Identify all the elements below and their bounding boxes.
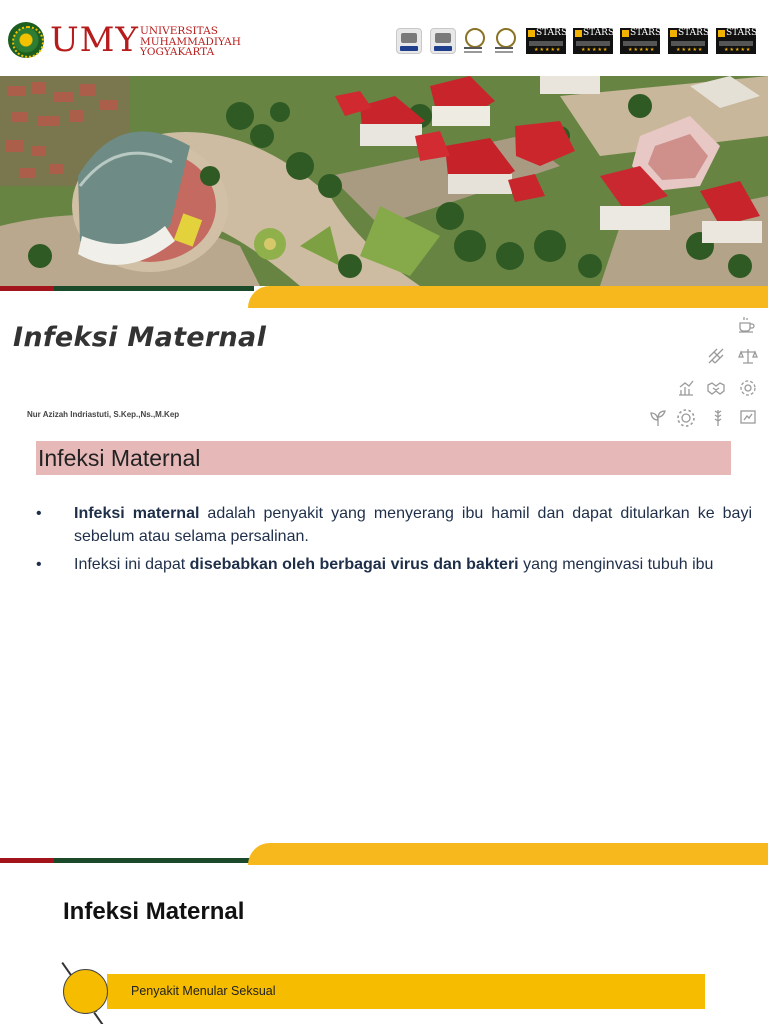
bullet-marker: • xyxy=(36,556,42,573)
logo-line: MUHAMMADIYAH xyxy=(140,35,241,48)
decorative-stripe-bar xyxy=(0,286,768,308)
plant-icon xyxy=(648,408,668,428)
logo-wordmark: UMY xyxy=(50,20,139,60)
bold-term: disebabkan oleh berbagai virus dan bakteri xyxy=(189,556,519,573)
cogs-icon xyxy=(676,408,696,428)
bullet-text: adalah penyakit yang menyerang ibu hamil dan dapat ditularkan ke bayi sebelum atau selama persalinan. xyxy=(74,505,752,545)
stars-rating-badge xyxy=(620,28,660,54)
stars-label: STARS xyxy=(678,28,710,38)
umy-seal-logo xyxy=(8,22,44,58)
wheat-icon xyxy=(708,408,728,428)
stars-rating: ★★★★★ xyxy=(628,47,656,53)
dna-icon xyxy=(706,346,726,366)
presentation-icon xyxy=(738,408,758,428)
bullet-marker: • xyxy=(36,505,42,522)
connector-line xyxy=(94,1012,118,1024)
chart-icon xyxy=(676,378,696,398)
stars-rating: ★★★★★ xyxy=(534,47,562,53)
logo-university-name xyxy=(140,26,241,58)
stars-label: STARS xyxy=(583,28,615,38)
section-header-band xyxy=(36,441,731,475)
slide-title: Infeksi Maternal xyxy=(63,898,245,925)
stars-label: STARS xyxy=(630,28,662,38)
stars-rating: ★★★★★ xyxy=(676,47,704,53)
topic-diagram xyxy=(55,960,715,1024)
bullet-text: yang menginvasi tubuh ibu xyxy=(518,556,714,573)
topic-bar xyxy=(107,974,705,1009)
decorative-stripe-bar xyxy=(0,843,768,865)
coffee-icon xyxy=(736,314,756,334)
list-item xyxy=(36,502,752,548)
topic-circle-marker xyxy=(63,969,108,1014)
stars-rating-badge xyxy=(526,28,566,54)
section-title: Infeksi Maternal xyxy=(38,445,201,471)
author-name: Nur Azizah Indriastuti, S.Kep.,Ns.,M.Kep xyxy=(27,410,180,419)
decorative-icon-grid xyxy=(640,310,768,435)
stars-rating: ★★★★★ xyxy=(724,47,752,53)
campus-aerial-photo xyxy=(0,76,768,286)
award-seal-icon xyxy=(462,28,484,54)
bullet-list xyxy=(36,502,752,581)
accreditation-badge xyxy=(430,28,456,54)
gear-icon xyxy=(738,378,758,398)
stars-label: STARS xyxy=(726,28,758,38)
logo-line: YOGYAKARTA xyxy=(140,46,215,58)
stars-rating-badge xyxy=(573,28,613,54)
bullet-text: Infeksi ini dapat xyxy=(74,556,190,573)
logo-line: UNIVERSITAS xyxy=(140,25,218,37)
list-item xyxy=(36,553,752,576)
stars-rating: ★★★★★ xyxy=(581,47,609,53)
stars-rating-badge xyxy=(668,28,708,54)
slide-title: Infeksi Maternal xyxy=(13,322,267,353)
stars-label: STARS xyxy=(536,28,568,38)
accreditation-badge xyxy=(396,28,422,54)
award-seal-icon xyxy=(493,28,515,54)
bold-term: Infeksi maternal xyxy=(74,505,200,522)
handshake-icon xyxy=(706,378,726,398)
scales-icon xyxy=(738,346,758,366)
topic-label: Penyakit Menular Seksual xyxy=(131,984,276,998)
stars-rating-badge xyxy=(716,28,756,54)
slide-header xyxy=(0,0,768,76)
